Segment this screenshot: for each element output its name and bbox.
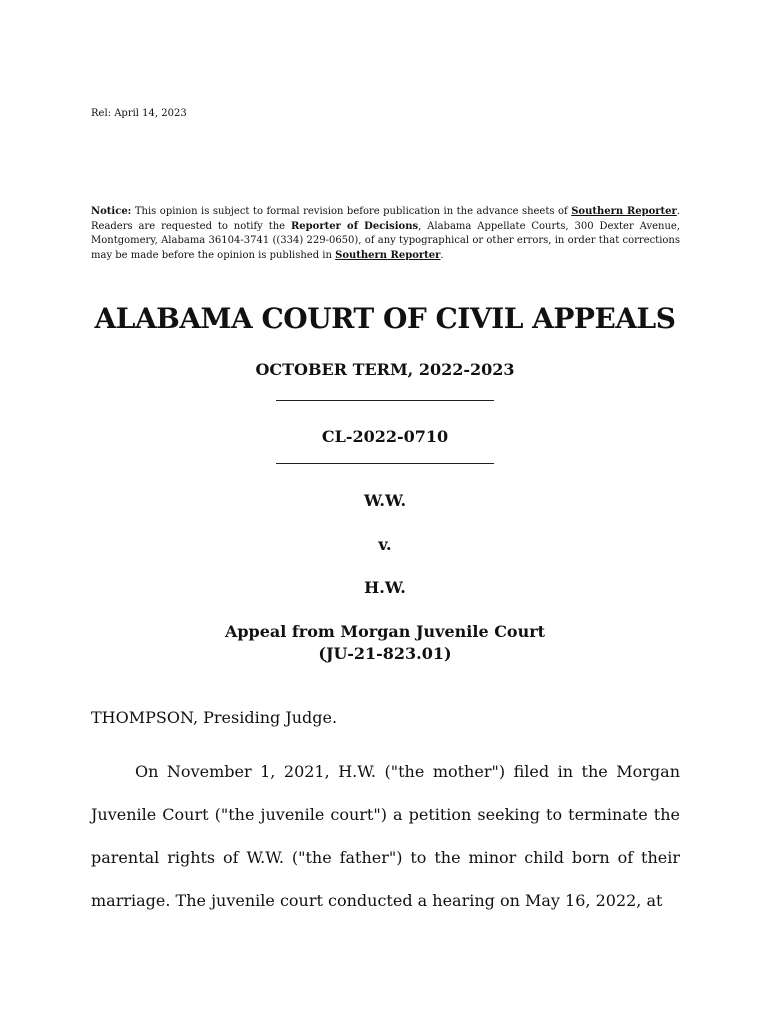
appellee-name: H.W. [364, 578, 406, 597]
case-number: CL-2022-0710 [321, 427, 449, 446]
term-heading: OCTOBER TERM, 2022-2023 [255, 360, 515, 379]
notice-text-3: , Alabama Appellate Courts, 300 Dexter Avenue, Montgomery, Alabama 36104-3741 ((334) 229-0650), of any typographical or other errors, in order that corrections may be made before the opinion is published in [91, 220, 680, 261]
notice-text-1: This opinion is subject to formal revision before publication in the advance sheets of [131, 206, 572, 217]
lower-court-case-number: (JU-21-823.01) [318, 644, 452, 663]
divider-rule-1 [276, 400, 494, 401]
appellant-name: W.W. [363, 491, 407, 510]
court-title: ALABAMA COURT OF CIVIL APPEALS [94, 302, 676, 335]
divider-rule-2 [276, 463, 494, 464]
release-date: Rel: April 14, 2023 [91, 108, 187, 119]
notice-text-2: . Readers are requested to notify the [91, 206, 680, 232]
southern-reporter-ref-2: Southern Reporter [335, 249, 441, 261]
opinion-paragraph [91, 750, 680, 922]
notice-text-4: . [440, 249, 444, 261]
opinion-paragraph-text: On November 1, 2021, H.W. ("the mother") filed in the Morgan Juvenile Court ("the juvenile court") a petition seeking to terminate the parental rights of W.W. ("the father") to the minor child born of their marriage. The juvenile court conducted a hearing on May 16, 2022, at [91, 762, 680, 910]
versus-label: v. [378, 535, 392, 554]
notice-block [91, 205, 680, 263]
notice-label: Notice: [91, 206, 132, 217]
reporter-of-decisions: Reporter of Decisions [290, 220, 419, 232]
appeal-from: Appeal from Morgan Juvenile Court [224, 622, 546, 641]
southern-reporter-ref-1: Southern Reporter [571, 206, 677, 217]
judge-line: THOMPSON, Presiding Judge. [91, 708, 338, 727]
